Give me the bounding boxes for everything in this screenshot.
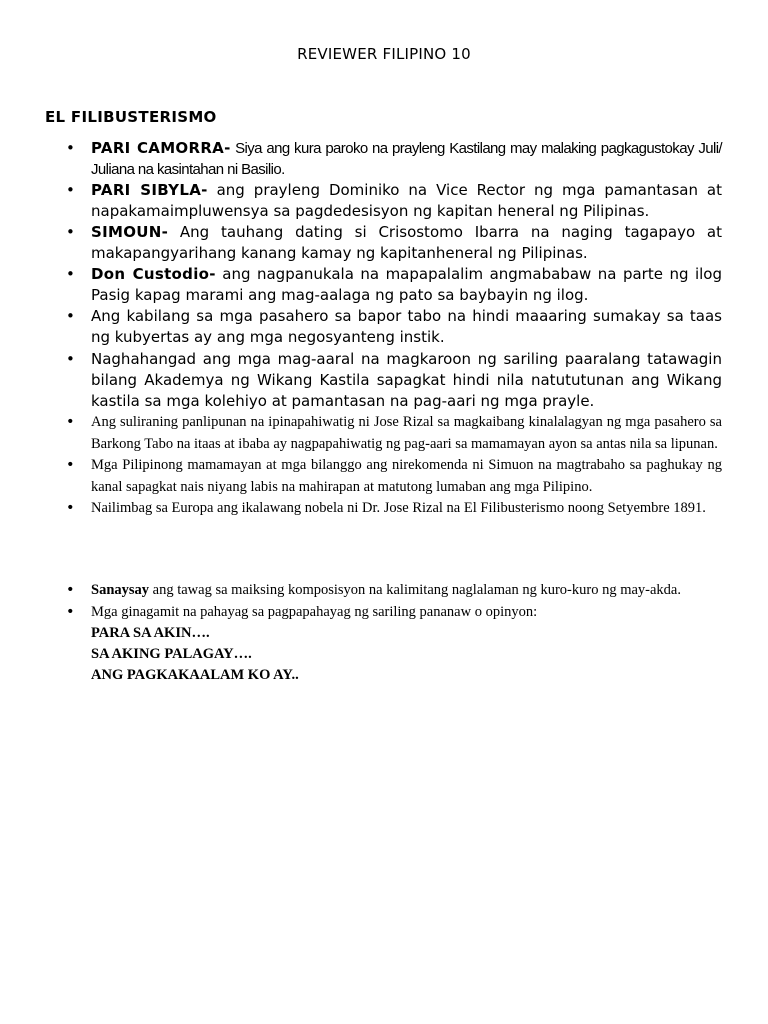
item-text: Siya ang kura paroko na prayleng Kastilang may malaking pagkagustokay Juli/ Juliana na kasintahan ni Basilio.	[91, 140, 722, 178]
list-item	[0, 138, 722, 180]
section-heading: EL FILIBUSTERISMO	[45, 108, 217, 126]
item-term: PARI SIBYLA-	[91, 181, 208, 199]
bullet-icon: •	[66, 307, 75, 325]
item-term: Sanaysay	[91, 582, 150, 598]
item-text: Ang kabilang sa mga pasahero sa bapor tabo na hindi maaaring sumakay sa taas ng kubyertas ay ang mga negosyanteng instik.	[91, 307, 722, 346]
item-term: PARI CAMORRA-	[91, 139, 231, 157]
item-term: SIMOUN-	[91, 223, 169, 241]
opinion-phrase: SA AKING PALAGAY….	[91, 646, 252, 662]
bullet-icon: •	[66, 414, 75, 430]
bullet-list-secondary	[0, 580, 768, 686]
list-item	[0, 349, 722, 412]
item-text: Naghahangad ang mga mag-aaral na magkaroon ng sariling paaralang tatawagin bilang Akademya ng Wikang Kastila sapagkat hindi nila natututunan ang Wikang kastila sa mga kolehiyo at pamantasan na pag-aari ng mga prayle.	[91, 350, 722, 410]
item-text: Mga ginagamit na pahayag sa pagpapahayag ng sariling pananaw o opinyon:	[91, 603, 538, 620]
item-text: ang prayleng Dominiko na Vice Rector ng mga pamantasan at napakamaimpluwensya sa pagdedesisyon ng kapitan heneral ng Pilipinas.	[91, 181, 722, 220]
bullet-icon: •	[66, 265, 75, 283]
bullet-list	[0, 138, 768, 520]
bullet-icon: •	[66, 582, 75, 598]
item-term: Don Custodio-	[91, 265, 216, 283]
list-item	[0, 455, 722, 498]
bullet-icon: •	[66, 181, 75, 199]
item-text: ang nagpanukala na mapapalalim angmababaw na parte ng ilog Pasig kapag marami ang mag-aalaga ng pato sa baybayin ng ilog.	[91, 265, 722, 304]
list-item	[0, 412, 722, 455]
opinion-phrases	[0, 623, 768, 686]
list-item	[0, 306, 722, 348]
list-item	[0, 580, 722, 602]
item-text: Mga Pilipinong mamamayan at mga bilanggo ang nirekomenda ni Simuon na magtrabaho sa paghukay ng kanal sapagkat nais niyang labis na mahirapan at matutong lumaban ang mga Pilipino.	[91, 457, 722, 495]
bullet-icon: •	[66, 223, 75, 241]
list-item	[0, 180, 722, 222]
opinion-phrase: ANG PAGKAKAALAM KO AY..	[91, 667, 299, 683]
item-text: Ang tauhang dating si Crisostomo Ibarra na naging tagapayo at makapangyarihang kanang kamay ng kapitanheneral ng Pilipinas.	[91, 223, 722, 262]
bullet-icon: •	[66, 603, 75, 620]
list-item	[0, 264, 722, 306]
item-text: Nailimbag sa Europa ang ikalawang nobela ni Dr. Jose Rizal na El Filibusterismo noong Setyembre 1891.	[91, 500, 706, 516]
list-item	[0, 222, 722, 264]
bullet-icon: •	[66, 500, 75, 516]
bullet-icon: •	[66, 139, 75, 157]
bullet-icon: •	[66, 350, 75, 368]
bullet-icon: •	[66, 457, 75, 473]
item-text: ang tawag sa maiksing komposisyon na kalimitang naglalaman ng kuro-kuro ng may-akda.	[149, 582, 681, 598]
item-text: Ang suliraning panlipunan na ipinapahiwatig ni Jose Rizal sa magkaibang kinalalagyan ng mga pasahero sa Barkong Tabo na itaas at ibaba ay nagpapahiwatig ng pag-aari sa mamamayan ayon sa antas nila sa lipunan.	[91, 414, 722, 452]
list-item	[0, 602, 722, 624]
document-title: REVIEWER FILIPINO 10	[297, 45, 471, 63]
list-item	[0, 498, 722, 520]
opinion-phrase: PARA SA AKIN….	[91, 625, 210, 641]
